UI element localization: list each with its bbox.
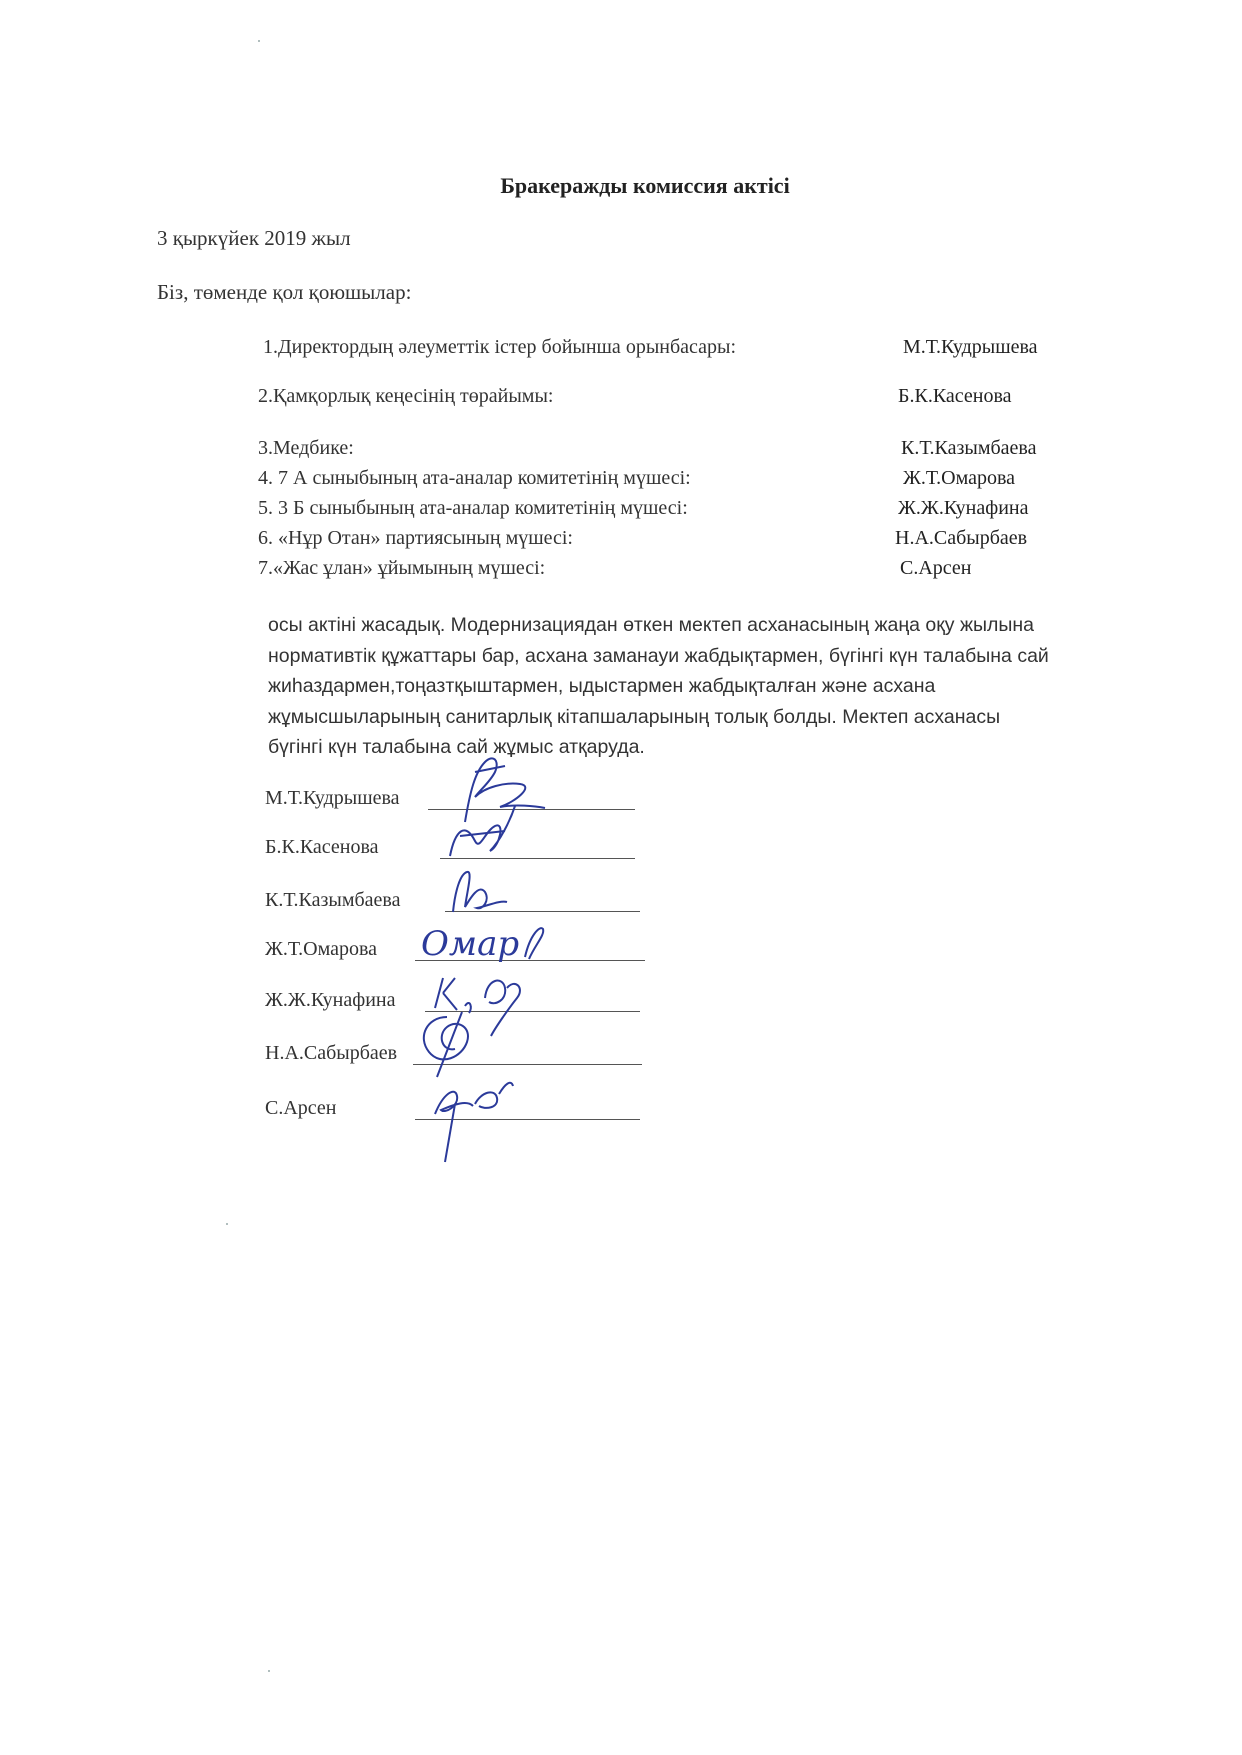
signature-row <box>265 774 595 814</box>
member-row <box>258 527 1078 550</box>
member-role: 3.Медбике: <box>258 437 354 459</box>
intro-text: Біз, төменде қол қоюшылар: <box>157 280 412 304</box>
paragraph-line: нормативтік құжаттары бар, асхана заманауи жабдықтармен, бүгінгі күн талабына сай <box>268 644 1049 667</box>
paragraph-line: жұмысшыларының санитарлық кітапшаларының толық болды. Мектеп асханасы <box>268 705 1001 728</box>
member-name: Ж.Т.Омарова <box>903 467 1016 489</box>
signature-row <box>265 1029 595 1069</box>
member-role: 7.«Жас ұлан» ұйымының мүшесі: <box>258 557 546 579</box>
signature-name: Н.А.Сабырбаев <box>265 1042 398 1064</box>
paragraph-line: бүгінгі күн талабына сай жұмыс атқаруда. <box>268 736 645 758</box>
member-name: К.Т.Казымбаева <box>901 437 1037 459</box>
member-row <box>258 467 1078 490</box>
member-role: 1.Директордың әлеуметтік істер бойынша орынбасары: <box>263 336 736 358</box>
signature-name: М.Т.Кудрышева <box>265 787 400 809</box>
member-row <box>258 557 1078 580</box>
signature-row <box>265 1084 595 1124</box>
member-role: 4. 7 А сыныбының ата-аналар комитетінің мүшесі: <box>258 467 691 489</box>
signature-name: К.Т.Казымбаева <box>265 889 401 911</box>
paragraph-line: осы актіні жасадық. Модернизациядан өткен мектеп асханасының жаңа оқу жылына <box>268 614 1035 636</box>
scan-speck <box>268 1670 270 1672</box>
document-date: 3 қыркүйек 2019 жыл <box>157 226 351 250</box>
member-role: 5. 3 Б сыныбының ата-аналар комитетінің мүшесі: <box>258 497 688 519</box>
member-row <box>263 336 1083 359</box>
paragraph-line: жиһаздармен,тоңазтқыштармен, ыдыстармен жабдықталған және асхана <box>268 675 936 697</box>
member-row <box>258 385 1078 408</box>
document-title: Бракеражды комиссия актісі <box>500 173 790 198</box>
signature-name: Ж.Ж.Кунафина <box>265 989 396 1011</box>
member-row <box>258 497 1078 520</box>
member-name: Н.А.Сабырбаев <box>895 527 1028 549</box>
scan-speck <box>258 40 260 42</box>
signature-row <box>265 876 595 916</box>
signature-row <box>265 823 595 863</box>
act-paragraph <box>268 610 1128 763</box>
signature-mark <box>440 801 530 871</box>
signature-mark-text: Омар <box>421 924 520 964</box>
signature-name: Б.К.Касенова <box>265 836 379 858</box>
member-name: Б.К.Касенова <box>898 385 1012 407</box>
member-row <box>258 437 1078 460</box>
member-role: 2.Қамқорлық кеңесінің төрайымы: <box>258 385 554 407</box>
signature-name: Ж.Т.Омарова <box>265 938 378 960</box>
member-name: С.Арсен <box>900 557 972 579</box>
signature-name: С.Арсен <box>265 1097 337 1119</box>
scan-speck <box>226 1223 228 1225</box>
member-role: 6. «Нұр Отан» партиясының мүшесі: <box>258 527 573 549</box>
signature-mark <box>445 862 515 922</box>
member-name: Ж.Ж.Кунафина <box>898 497 1029 519</box>
signature-mark <box>415 1074 525 1164</box>
member-name: М.Т.Кудрышева <box>903 336 1038 358</box>
